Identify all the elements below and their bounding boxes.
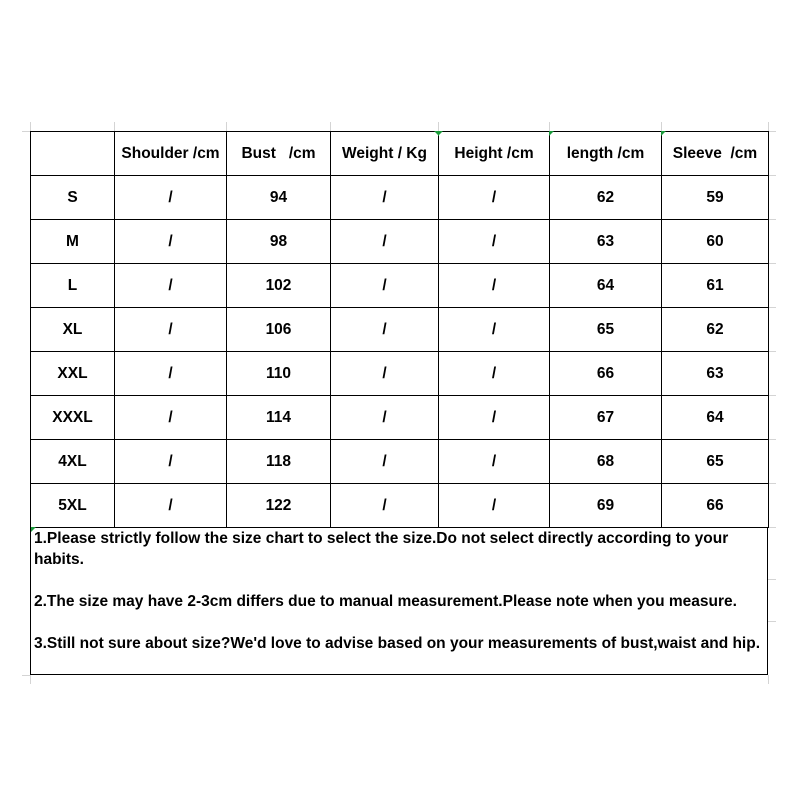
comment-marker-icon: [661, 131, 666, 136]
sleeve-cell[interactable]: 61: [662, 264, 769, 308]
header-label: length /cm: [566, 144, 645, 162]
table-row: [31, 264, 769, 308]
height-cell[interactable]: /: [439, 308, 550, 352]
length-cell[interactable]: 66: [550, 352, 662, 396]
height-cell[interactable]: /: [439, 484, 550, 528]
length-cell[interactable]: 64: [550, 264, 662, 308]
note-select-size: 1.Please strictly follow the size chart to select the size.Do not select directly according to your habits.: [34, 530, 729, 568]
shoulder-cell[interactable]: /: [115, 396, 227, 440]
sleeve-cell[interactable]: 62: [662, 308, 769, 352]
table-row: [31, 440, 769, 484]
gridline: [22, 131, 30, 132]
size-notes[interactable]: [30, 527, 768, 675]
header-label: Weight / Kg: [342, 144, 427, 162]
gridline: [768, 439, 776, 440]
header-cell-shoulder[interactable]: Shoulder /cm: [115, 132, 227, 176]
table-row: [31, 396, 769, 440]
weight-cell[interactable]: /: [331, 440, 439, 484]
bust-cell[interactable]: 114: [227, 396, 331, 440]
length-cell[interactable]: 62: [550, 176, 662, 220]
sleeve-cell[interactable]: 65: [662, 440, 769, 484]
gridline: [768, 483, 776, 484]
gridline: [22, 675, 30, 676]
height-cell[interactable]: /: [439, 352, 550, 396]
size-cell[interactable]: 5XL: [31, 484, 115, 528]
length-cell[interactable]: 63: [550, 220, 662, 264]
height-cell[interactable]: /: [439, 440, 550, 484]
gridline: [768, 395, 776, 396]
table-row: [31, 484, 769, 528]
size-cell[interactable]: L: [31, 264, 115, 308]
gridline: [226, 122, 227, 131]
gridline: [768, 579, 776, 580]
shoulder-cell[interactable]: /: [115, 176, 227, 220]
table-row: [31, 176, 769, 220]
gridline: [549, 122, 550, 131]
bust-cell[interactable]: 106: [227, 308, 331, 352]
length-cell[interactable]: 68: [550, 440, 662, 484]
bust-cell[interactable]: 110: [227, 352, 331, 396]
table-row: [31, 352, 769, 396]
shoulder-cell[interactable]: /: [115, 352, 227, 396]
height-cell[interactable]: /: [439, 264, 550, 308]
header-label: Sleeve /cm: [672, 144, 758, 162]
shoulder-cell[interactable]: /: [115, 440, 227, 484]
comment-marker-icon: [438, 131, 443, 136]
length-cell[interactable]: 67: [550, 396, 662, 440]
header-cell-height[interactable]: [439, 132, 550, 176]
table-row: [31, 308, 769, 352]
bust-cell[interactable]: 98: [227, 220, 331, 264]
weight-cell[interactable]: /: [331, 176, 439, 220]
shoulder-cell[interactable]: /: [115, 264, 227, 308]
gridline: [768, 621, 776, 622]
note-size-advice: 3.Still not sure about size?We'd love to advise based on your measurements of bust,waist and hip.: [34, 635, 761, 652]
shoulder-cell[interactable]: /: [115, 484, 227, 528]
size-cell[interactable]: S: [31, 176, 115, 220]
bust-cell[interactable]: 94: [227, 176, 331, 220]
shoulder-cell[interactable]: /: [115, 220, 227, 264]
gridline: [114, 122, 115, 131]
length-cell[interactable]: 65: [550, 308, 662, 352]
header-cell-weight[interactable]: [331, 132, 439, 176]
weight-cell[interactable]: /: [331, 352, 439, 396]
gridline: [768, 175, 776, 176]
gridline: [768, 307, 776, 308]
height-cell[interactable]: /: [439, 176, 550, 220]
gridline: [768, 131, 776, 132]
gridline: [768, 263, 776, 264]
header-cell-size[interactable]: [31, 132, 115, 176]
gridline: [768, 219, 776, 220]
header-cell-bust[interactable]: Bust /cm: [227, 132, 331, 176]
gridline: [438, 122, 439, 131]
gridline: [768, 527, 776, 528]
gridline: [768, 351, 776, 352]
note-measurement-difference: 2.The size may have 2-3cm differs due to manual measurement.Please note when you measure.: [34, 593, 737, 610]
sleeve-cell[interactable]: 60: [662, 220, 769, 264]
header-label: Height /cm: [454, 144, 534, 162]
sleeve-cell[interactable]: 63: [662, 352, 769, 396]
size-table: [30, 131, 769, 528]
weight-cell[interactable]: /: [331, 264, 439, 308]
sleeve-cell[interactable]: 59: [662, 176, 769, 220]
size-cell[interactable]: 4XL: [31, 440, 115, 484]
gridline: [768, 675, 769, 684]
comment-marker-icon: [549, 131, 554, 136]
size-cell[interactable]: XXXL: [31, 396, 115, 440]
length-cell[interactable]: 69: [550, 484, 662, 528]
header-cell-sleeve[interactable]: [662, 132, 769, 176]
header-row: [31, 132, 769, 176]
shoulder-cell[interactable]: /: [115, 308, 227, 352]
size-cell[interactable]: XL: [31, 308, 115, 352]
header-cell-length[interactable]: [550, 132, 662, 176]
sleeve-cell[interactable]: 64: [662, 396, 769, 440]
height-cell[interactable]: /: [439, 396, 550, 440]
height-cell[interactable]: /: [439, 220, 550, 264]
size-cell[interactable]: M: [31, 220, 115, 264]
gridline: [661, 122, 662, 131]
sleeve-cell[interactable]: 66: [662, 484, 769, 528]
weight-cell[interactable]: /: [331, 484, 439, 528]
weight-cell[interactable]: /: [331, 308, 439, 352]
gridline: [30, 122, 31, 131]
bust-cell[interactable]: 122: [227, 484, 331, 528]
table-row: [31, 220, 769, 264]
weight-cell[interactable]: /: [331, 396, 439, 440]
gridline: [330, 122, 331, 131]
weight-cell[interactable]: /: [331, 220, 439, 264]
bust-cell[interactable]: 102: [227, 264, 331, 308]
gridline: [768, 122, 769, 131]
bust-cell[interactable]: 118: [227, 440, 331, 484]
size-cell[interactable]: XXL: [31, 352, 115, 396]
gridline: [30, 675, 31, 684]
